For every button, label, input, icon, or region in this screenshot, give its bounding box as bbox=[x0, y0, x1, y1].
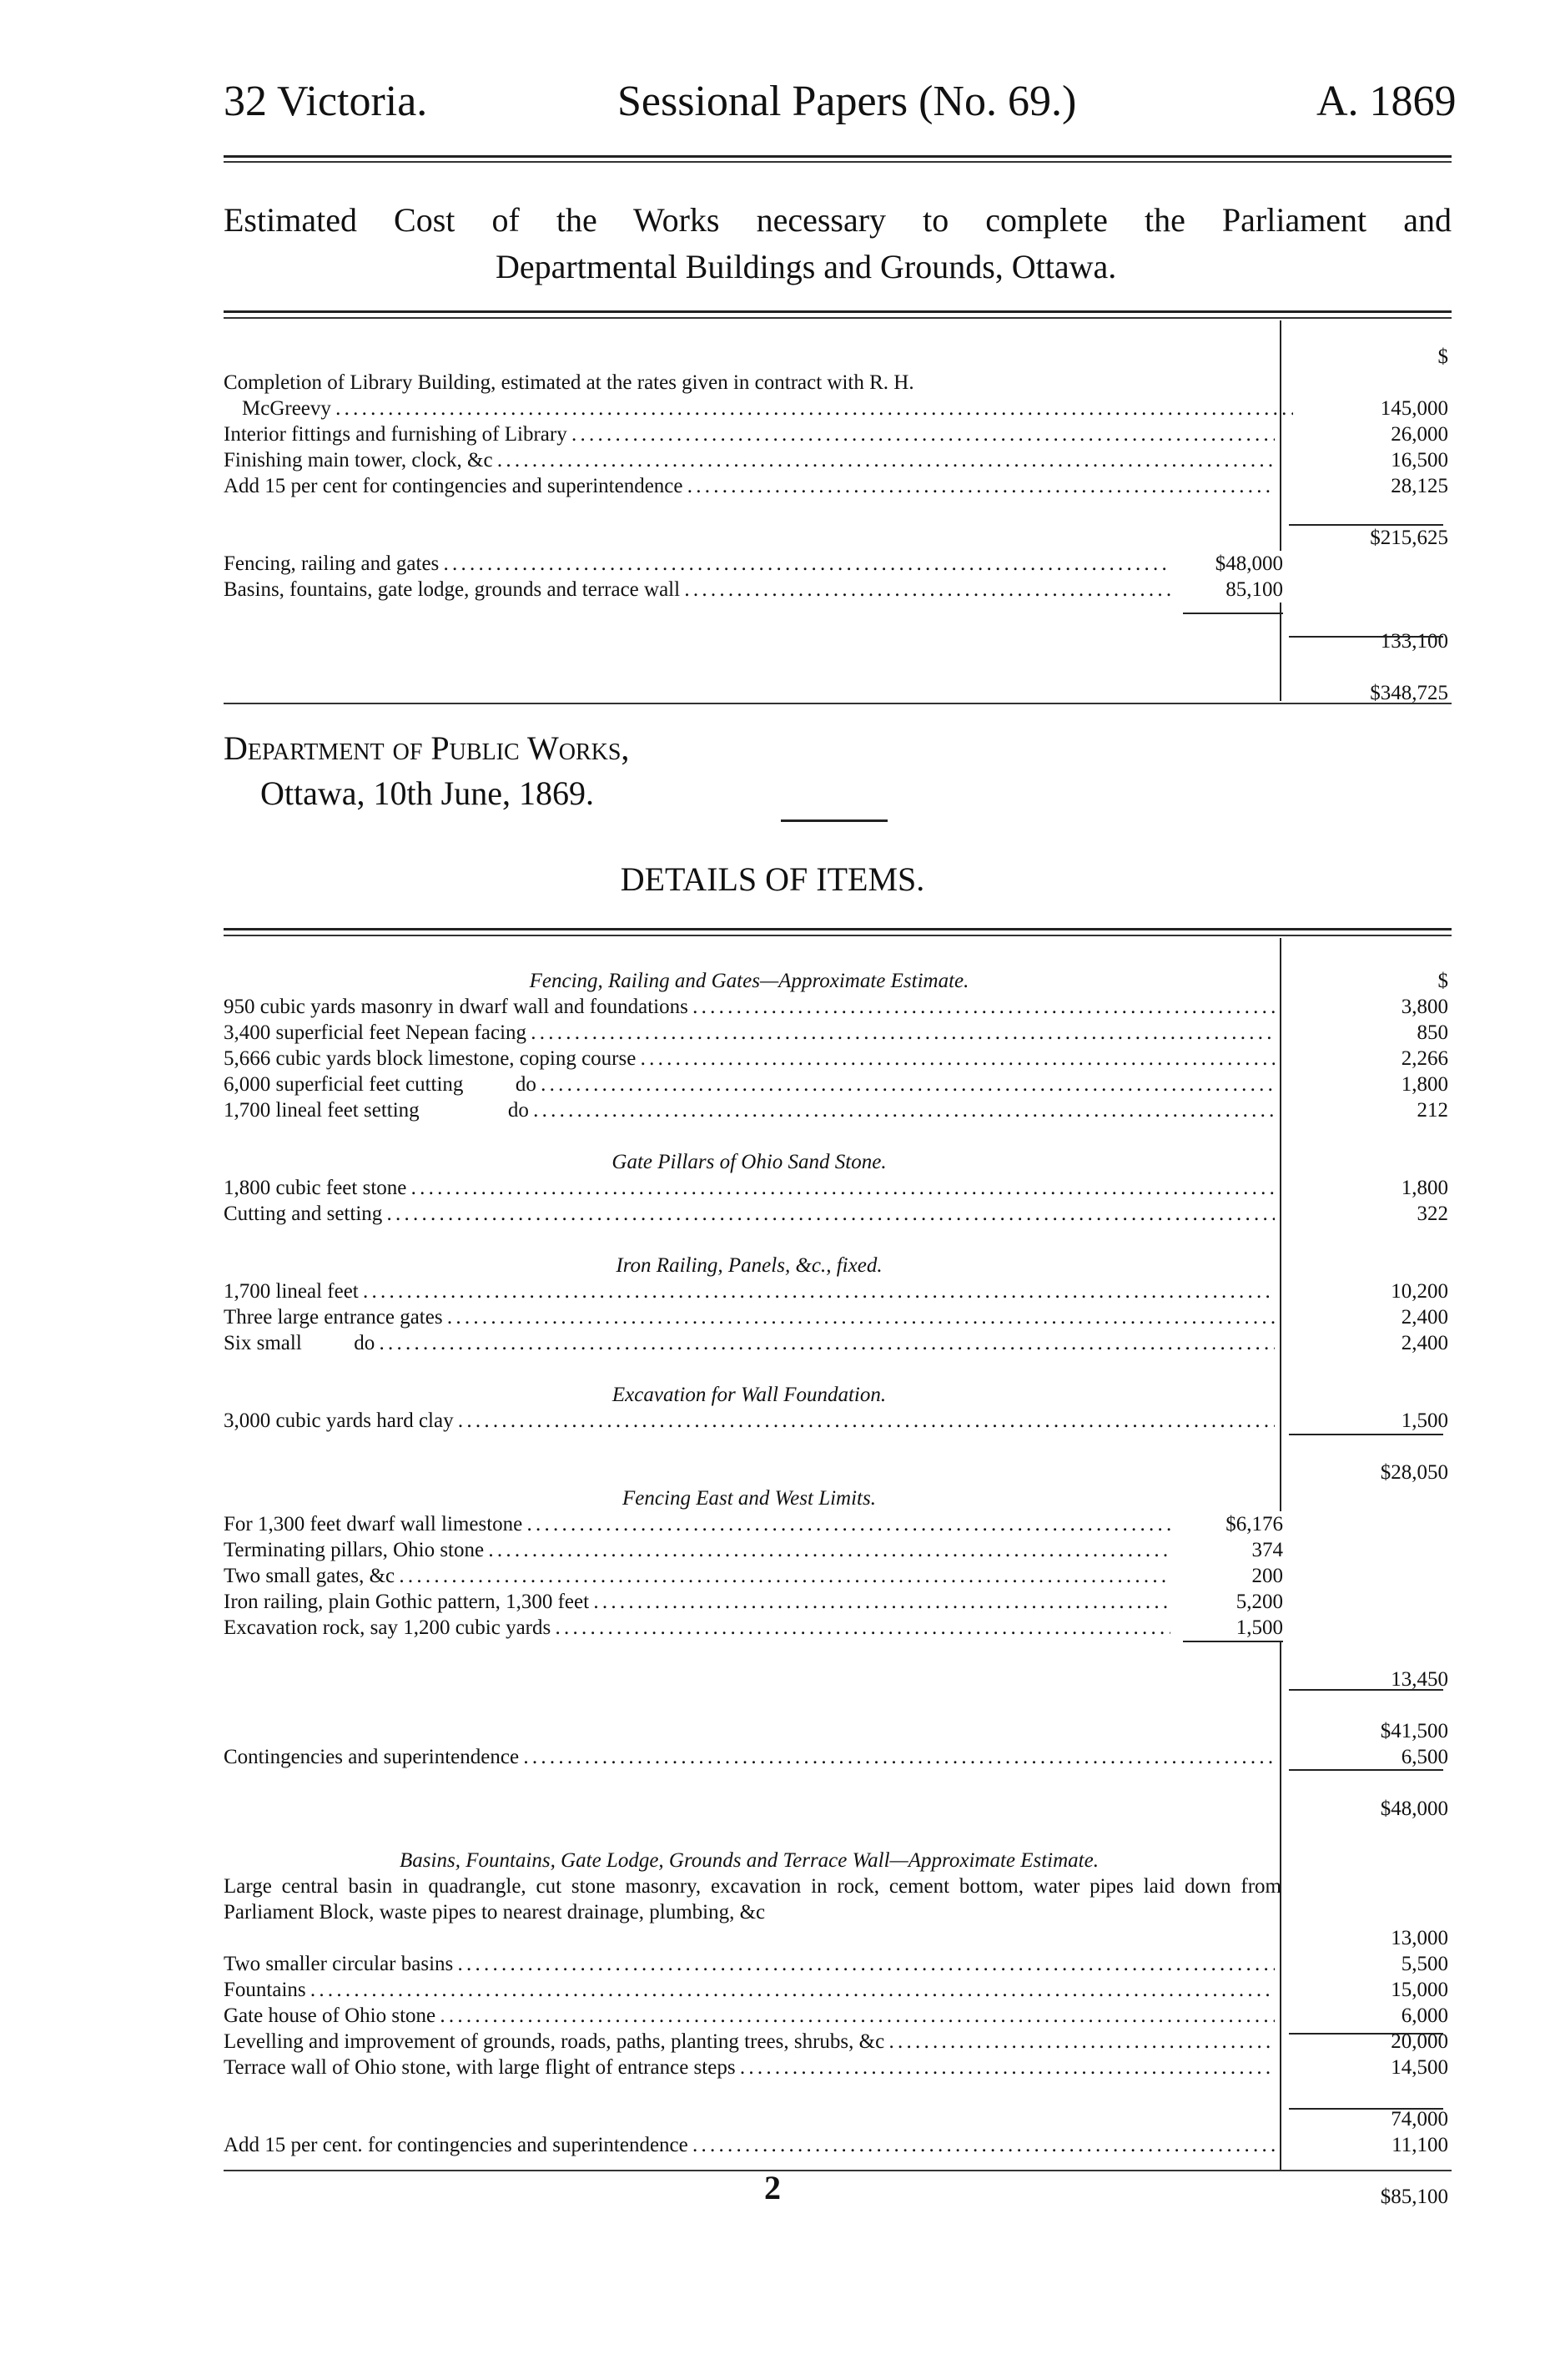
header-session: 32 Victoria. bbox=[224, 78, 428, 125]
rule-subtotal-2 bbox=[1289, 1689, 1443, 1691]
summary-label: Finishing main tower, clock, &c . . . bbox=[224, 447, 1275, 473]
summary-inner-value: $48,000 bbox=[1179, 551, 1283, 577]
item-label: Iron railing, plain Gothic pattern, 1,300 feet . . . bbox=[224, 1589, 1170, 1615]
section-heading: Basins, Fountains, Gate Lodge, Grounds and Terrace Wall—Approximate Estimate. bbox=[400, 1849, 1099, 1872]
item-label: Contingencies and superintendence . . . bbox=[224, 1744, 1275, 1770]
subtotal: $28,050 bbox=[1380, 1461, 1448, 1484]
item-label: Large central basin in quadrangle, cut stone masonry, excavation in rock, cement bottom, water pipes laid down from Parliament Block, waste pipes to nearest drainage, plumbing, &c bbox=[224, 1875, 1281, 1924]
section-heading: Excavation for Wall Foundation. bbox=[611, 1384, 887, 1406]
rule-fencing-total bbox=[1289, 1769, 1443, 1771]
summary-table bbox=[224, 344, 1452, 706]
summary-inner-value: 85,100 bbox=[1179, 577, 1283, 603]
item-value: 2,400 bbox=[1401, 1306, 1448, 1329]
details-table bbox=[224, 968, 1452, 2210]
summary-rule-2 bbox=[1183, 613, 1283, 614]
summary-rule-3 bbox=[1289, 636, 1443, 638]
inner-value: 374 bbox=[1179, 1537, 1283, 1563]
section-heading: Gate Pillars of Ohio Sand Stone. bbox=[611, 1151, 887, 1173]
item-label: Terminating pillars, Ohio stone . . . bbox=[224, 1537, 1170, 1563]
header-year: A. 1869 bbox=[1316, 78, 1457, 125]
item-label: 3,400 superficial feet Nepean facing . . . bbox=[224, 1020, 1275, 1046]
section-heading: Fencing, Railing and Gates—Approximate Estimate. bbox=[529, 970, 969, 992]
header-rule bbox=[224, 155, 1452, 158]
item-label: Gate house of Ohio stone . . . bbox=[224, 2003, 1275, 2029]
rule-subtotal-1 bbox=[1289, 1434, 1443, 1435]
summary-grounds-total: 133,100 bbox=[1380, 630, 1448, 653]
inner-value: $6,176 bbox=[1179, 1511, 1283, 1537]
section-heading: Fencing East and West Limits. bbox=[622, 1487, 876, 1510]
title-rule bbox=[224, 310, 1452, 313]
rule-limits bbox=[1183, 1641, 1283, 1642]
summary-value: 26,000 bbox=[1391, 423, 1448, 446]
summary-label: McGreevy . . . bbox=[224, 396, 1293, 421]
rule-basins-subtotal bbox=[1289, 2033, 1443, 2035]
item-label: 3,000 cubic yards hard clay . . . bbox=[224, 1408, 1275, 1434]
item-value: 2,400 bbox=[1401, 1332, 1448, 1354]
summary-label: Add 15 per cent for contingencies and superintendence . . . bbox=[224, 473, 1275, 499]
item-label: Six small do . . . bbox=[224, 1330, 1275, 1356]
item-value: 3,800 bbox=[1401, 996, 1448, 1018]
item-value: 5,500 bbox=[1401, 1953, 1448, 1975]
item-value: 14,500 bbox=[1391, 2056, 1448, 2079]
section-heading: Iron Railing, Panels, &c., fixed. bbox=[616, 1254, 883, 1277]
summary-rule-1 bbox=[1289, 524, 1443, 526]
item-value: 6,000 bbox=[1401, 2004, 1448, 2027]
details-rule bbox=[224, 928, 1452, 930]
fencing-total: $48,000 bbox=[1380, 1798, 1448, 1820]
summary-label: Basins, fountains, gate lodge, grounds and terrace wall . . . bbox=[224, 577, 1170, 603]
inner-value: 200 bbox=[1179, 1563, 1283, 1589]
currency-symbol: $ bbox=[1437, 970, 1448, 992]
item-label: Fountains . . . bbox=[224, 1977, 1275, 2003]
item-value: 20,000 bbox=[1391, 2030, 1448, 2053]
inner-value: 1,500 bbox=[1179, 1615, 1283, 1641]
item-label: Two smaller circular basins . . . bbox=[224, 1951, 1275, 1977]
item-label: 950 cubic yards masonry in dwarf wall and foundations . . . bbox=[224, 994, 1275, 1020]
item-value: 322 bbox=[1417, 1203, 1448, 1225]
page-number: 2 bbox=[764, 2169, 781, 2206]
item-label: 1,700 lineal feet setting do . . . bbox=[224, 1097, 1275, 1123]
header-rule-2 bbox=[224, 161, 1452, 163]
details-rule-2 bbox=[224, 935, 1452, 936]
item-label: Three large entrance gates . . . bbox=[224, 1304, 1275, 1330]
item-label: Cutting and setting . . . bbox=[224, 1201, 1275, 1227]
title-line-2: Departmental Buildings and Grounds, Ottawa. bbox=[496, 248, 1117, 285]
basins-total: $85,100 bbox=[1380, 2186, 1448, 2208]
item-value: 13,000 bbox=[1391, 1927, 1448, 1949]
currency-symbol: $ bbox=[1437, 345, 1448, 368]
summary-value: 28,125 bbox=[1391, 475, 1448, 497]
item-value: 212 bbox=[1417, 1099, 1448, 1122]
summary-value: 145,000 bbox=[1380, 397, 1448, 420]
summary-label: Fencing, railing and gates . . . bbox=[224, 551, 1170, 577]
summary-label: Completion of Library Building, estimated at the rates given in contract with R. H. bbox=[224, 371, 914, 394]
item-value: 1,800 bbox=[1401, 1073, 1448, 1096]
header-title: Sessional Papers (No. 69.) bbox=[617, 78, 1077, 125]
item-label: Excavation rock, say 1,200 cubic yards . . . bbox=[224, 1615, 1170, 1641]
item-value: 2,266 bbox=[1401, 1047, 1448, 1070]
item-label: Two small gates, &c . . . bbox=[224, 1563, 1170, 1589]
title-line-1: Estimated Cost of the Works necessary to complete the Parliament and bbox=[224, 201, 1452, 239]
summary-label: Interior fittings and furnishing of Library . . . bbox=[224, 421, 1275, 447]
document-title bbox=[224, 197, 1452, 290]
item-value: 1,800 bbox=[1401, 1177, 1448, 1199]
rule-basins-total bbox=[1289, 2108, 1443, 2110]
item-label: 1,800 cubic feet stone . . . bbox=[224, 1175, 1275, 1201]
item-label: Terrace wall of Ohio stone, with large flight of entrance steps . . . bbox=[224, 2055, 1275, 2080]
item-value: 850 bbox=[1417, 1021, 1448, 1044]
summary-grand-total: $348,725 bbox=[1370, 682, 1448, 704]
short-rule bbox=[781, 819, 888, 822]
item-value: 6,500 bbox=[1401, 1746, 1448, 1768]
item-value: 11,100 bbox=[1392, 2134, 1448, 2156]
summary-bottom-rule bbox=[224, 703, 1452, 704]
department-date: Ottawa, 10th June, 1869. bbox=[260, 774, 594, 812]
item-value: 10,200 bbox=[1391, 1280, 1448, 1303]
subtotal: 74,000 bbox=[1391, 2108, 1448, 2130]
department-name: Department of Public Works, bbox=[224, 729, 630, 767]
title-rule-2 bbox=[224, 317, 1452, 319]
summary-subtotal: $215,625 bbox=[1370, 527, 1448, 549]
details-title: DETAILS OF ITEMS. bbox=[620, 860, 925, 898]
item-label: 5,666 cubic yards block limestone, coping course . . . bbox=[224, 1046, 1275, 1072]
item-label: 6,000 superficial feet cutting do . . . bbox=[224, 1072, 1275, 1097]
item-label: 1,700 lineal feet . . . bbox=[224, 1278, 1275, 1304]
limits-total: 13,450 bbox=[1391, 1668, 1448, 1691]
item-label: For 1,300 feet dwarf wall limestone . . . bbox=[224, 1511, 1170, 1537]
department-signoff bbox=[224, 726, 629, 816]
item-value: 1,500 bbox=[1401, 1409, 1448, 1432]
item-label: Levelling and improvement of grounds, roads, paths, planting trees, shrubs, &c . . . bbox=[224, 2029, 1275, 2055]
inner-value: 5,200 bbox=[1179, 1589, 1283, 1615]
subtotal: $41,500 bbox=[1380, 1720, 1448, 1742]
item-label: Add 15 per cent. for contingencies and superintendence . . . bbox=[224, 2132, 1275, 2158]
item-value: 15,000 bbox=[1391, 1979, 1448, 2001]
summary-value: 16,500 bbox=[1391, 449, 1448, 471]
